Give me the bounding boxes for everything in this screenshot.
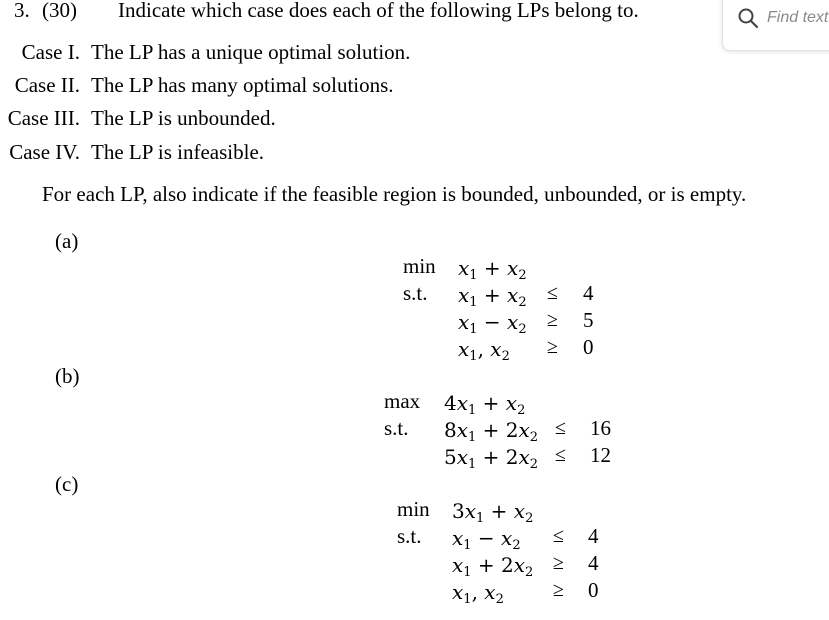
problem-points: (30) xyxy=(42,0,77,22)
constraint-rhs: 0 xyxy=(583,335,594,359)
constraint-lhs: $5x_1 + 2x_2$ xyxy=(444,445,539,472)
constraint-lhs: $x_1 - x_2$ xyxy=(452,526,521,553)
constraint-relation: ≥ xyxy=(547,336,558,358)
constraint-relation: ≤ xyxy=(555,444,566,466)
constraint-relation: ≤ xyxy=(547,282,558,304)
objective-type: min xyxy=(397,497,430,521)
constraint-rhs: 16 xyxy=(590,416,611,440)
case-text: The LP is unbounded. xyxy=(91,106,276,130)
objective-expression: $4x_1 + x_2$ xyxy=(444,391,526,418)
lp-label: (c) xyxy=(55,472,79,496)
constraint-rhs: 5 xyxy=(583,308,594,332)
constraint-lhs: $x_1 - x_2$ xyxy=(458,310,527,337)
search-icon[interactable] xyxy=(737,7,759,29)
constraint-lhs: $8x_1 + 2x_2$ xyxy=(444,418,539,445)
constraint-rhs: 4 xyxy=(588,524,599,548)
lp-label: (a) xyxy=(55,229,79,253)
case-label: Case III. xyxy=(7,106,80,130)
constraint-relation: ≤ xyxy=(553,525,564,547)
instruction-text: For each LP, also indicate if the feasible region is bounded, unbounded, or is empty. xyxy=(42,182,747,206)
find-input[interactable] xyxy=(767,7,829,29)
constraint-relation: ≥ xyxy=(553,579,564,601)
lp-label: (b) xyxy=(55,364,80,388)
constraint-rhs: 0 xyxy=(588,578,599,602)
constraint-rhs: 4 xyxy=(588,551,599,575)
objective-expression: $3x_1 + x_2$ xyxy=(452,499,534,526)
constraint-relation: ≥ xyxy=(553,552,564,574)
case-label: Case IV. xyxy=(9,140,80,164)
constraint-rhs: 4 xyxy=(583,281,594,305)
problem-number: 3. xyxy=(14,0,30,22)
constraint-lhs: $x_1$, $x_2$ xyxy=(458,337,510,364)
constraint-rhs: 12 xyxy=(590,443,611,467)
problem-prompt: Indicate which case does each of the following LPs belong to. xyxy=(118,0,639,22)
objective-text: $x_1 + x_2$ xyxy=(458,256,527,283)
objective-expression xyxy=(458,256,527,283)
st-label: s.t. xyxy=(397,524,422,548)
constraint-lhs: $x_1 + 2x_2$ xyxy=(452,553,534,580)
st-label: s.t. xyxy=(403,281,428,305)
st-label: s.t. xyxy=(384,416,409,440)
case-text: The LP has many optimal solutions. xyxy=(91,73,394,97)
case-text: The LP has a unique optimal solution. xyxy=(91,40,411,64)
constraint-lhs: $x_1 + x_2$ xyxy=(458,283,527,310)
case-text: The LP is infeasible. xyxy=(91,140,265,164)
constraint-relation: ≤ xyxy=(555,417,566,439)
objective-type: min xyxy=(403,254,436,278)
case-label: Case II. xyxy=(14,73,80,97)
objective-type: max xyxy=(384,389,421,413)
constraint-lhs: $x_1$, $x_2$ xyxy=(452,580,504,607)
find-bar xyxy=(722,0,829,51)
constraint-relation: ≥ xyxy=(547,309,558,331)
case-label: Case I. xyxy=(21,40,80,64)
